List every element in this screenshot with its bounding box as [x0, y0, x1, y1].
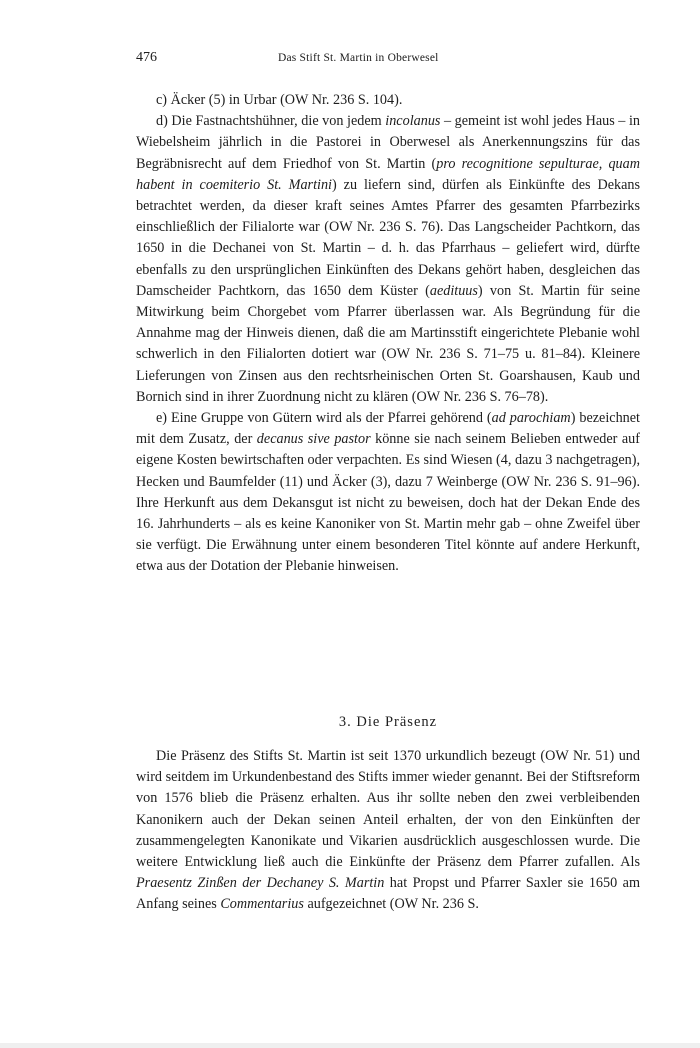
- paragraph-c: [136, 90, 640, 111]
- running-title: Das Stift St. Martin in Oberwesel: [278, 52, 439, 64]
- italic-text-run: incolanus: [385, 113, 441, 130]
- paragraph-d: [136, 111, 640, 408]
- italic-text-run: aedituus: [429, 282, 478, 299]
- paragraph-e: [136, 408, 640, 578]
- text-run: – gemeint ist wohl jedes Haus – in Wiebelsheim jährlich in die Pastorei in Oberwesel als Anerkennungszins für das Begräbnisrecht auf dem Friedhof von St. Martin (: [136, 113, 640, 172]
- text-run: d) Die Fastnachtshühner, die von jedem: [156, 113, 386, 130]
- italic-text-run: ad parochiam: [491, 410, 571, 427]
- page-bottom-edge: [0, 1043, 700, 1048]
- text-run: e) Eine Gruppe von Gütern wird als der Pfarrei gehörend (: [156, 410, 492, 427]
- paragraph-praesenz: [136, 746, 640, 916]
- text-run: ) bezeichnet mit dem Zusatz, der: [136, 410, 640, 448]
- text-run: könne sie nach seinem Belieben entweder auf eigene Kosten bewirtschaften oder verpachten. Es sind Wiesen (4, dazu 3 nachgetragen), Hecken und Baumfelder (11) und Äcker (3), dazu 7 Weinberge (OW Nr. 236 S. 91–96). Ihre Herkunft aus dem Dekansgut ist nicht zu beweisen, doch hat der Dekan Ende des 16. Jahrhunderts – als es keine Kanoniker von St. Martin mehr gab – ohne Zweifel über sie verfügt. Die Erwähnung unter einem besonderen Titel könnte auf andere Herkunft, etwa aus der Dotation der Plebanie hinweisen.: [136, 431, 640, 575]
- body-text-top: [136, 90, 640, 578]
- running-head: [136, 50, 636, 70]
- italic-text-run: decanus sive pastor: [256, 431, 371, 448]
- text-run: c) Äcker (5) in Urbar (OW Nr. 236 S. 104).: [156, 92, 403, 108]
- text-run: aufgezeichnet (OW Nr. 236 S.: [303, 896, 479, 913]
- text-run: Die Präsenz des Stifts St. Martin ist seit 1370 urkundlich bezeugt (OW Nr. 51) und wird seitdem im Urkundenbestand des Stifts immer wieder genannt. Bei der Stiftsreform von 1576 blieb die Präsenz erhalten. Aus ihr sollte neben den zwei verbleibenden Kanonikern auch der Dekan seinen Anteil erhalten, der von den Einkünften der zusammengelegten Kanonikate und Vikarien ausdrücklich ausgeschlossen wurde. Die weitere Entwicklung ließ auch die Einkünfte der Präsenz dem Pfarrer zufallen. Als: [136, 748, 640, 871]
- text-run: ) zu liefern sind, dürfen als Einkünfte des Dekans betrachtet werden, da dieser kraft seines Amtes Pfarrer des gesamten Pfarrbezirks einschließlich der Filialorte war (OW Nr. 236 S. 76). Das Langscheider Pachtkorn, das 1650 in die Dechanei von St. Martin – d. h. das Pfarrhaus – geliefert wird, dürfte ebenfalls zu den ursprünglichen Einkünften des Dekans gehört haben, desgleichen das Damscheider Pachtkorn, das 1650 dem Küster (: [136, 176, 640, 299]
- italic-text-run: Commentarius: [220, 896, 304, 913]
- section-heading: 3. Die Präsenz: [338, 714, 438, 730]
- italic-text-run: pro recognitione sepulturae, quam habent in coemiterio St. Martini: [136, 155, 640, 193]
- page-number: 476: [136, 50, 157, 65]
- body-text-bottom: [136, 746, 640, 916]
- text-run: ) von St. Martin für seine Mitwirkung beim Chorgebet vom Pfarrer überlassen war. Als Begründung für die Annahme mag der Hinweis dienen, daß die am Martinsstift eingerichtete Plebanie wohl schwerlich in den Filialorten dotiert war (OW Nr. 236 S. 71–75 u. 81–84). Kleinere Lieferungen von Zinsen aus den rechtsrheinischen Orten St. Goarshausen, Kaub und Bornich sind in ihrer Zuordnung nicht zu klären (OW Nr. 236 S. 76–78).: [136, 282, 640, 405]
- text-run: hat Propst und Pfarrer Saxler sie 1650 am Anfang seines: [136, 875, 640, 913]
- italic-text-run: Praesentz Zinßen der Dechaney S. Martin: [136, 875, 385, 892]
